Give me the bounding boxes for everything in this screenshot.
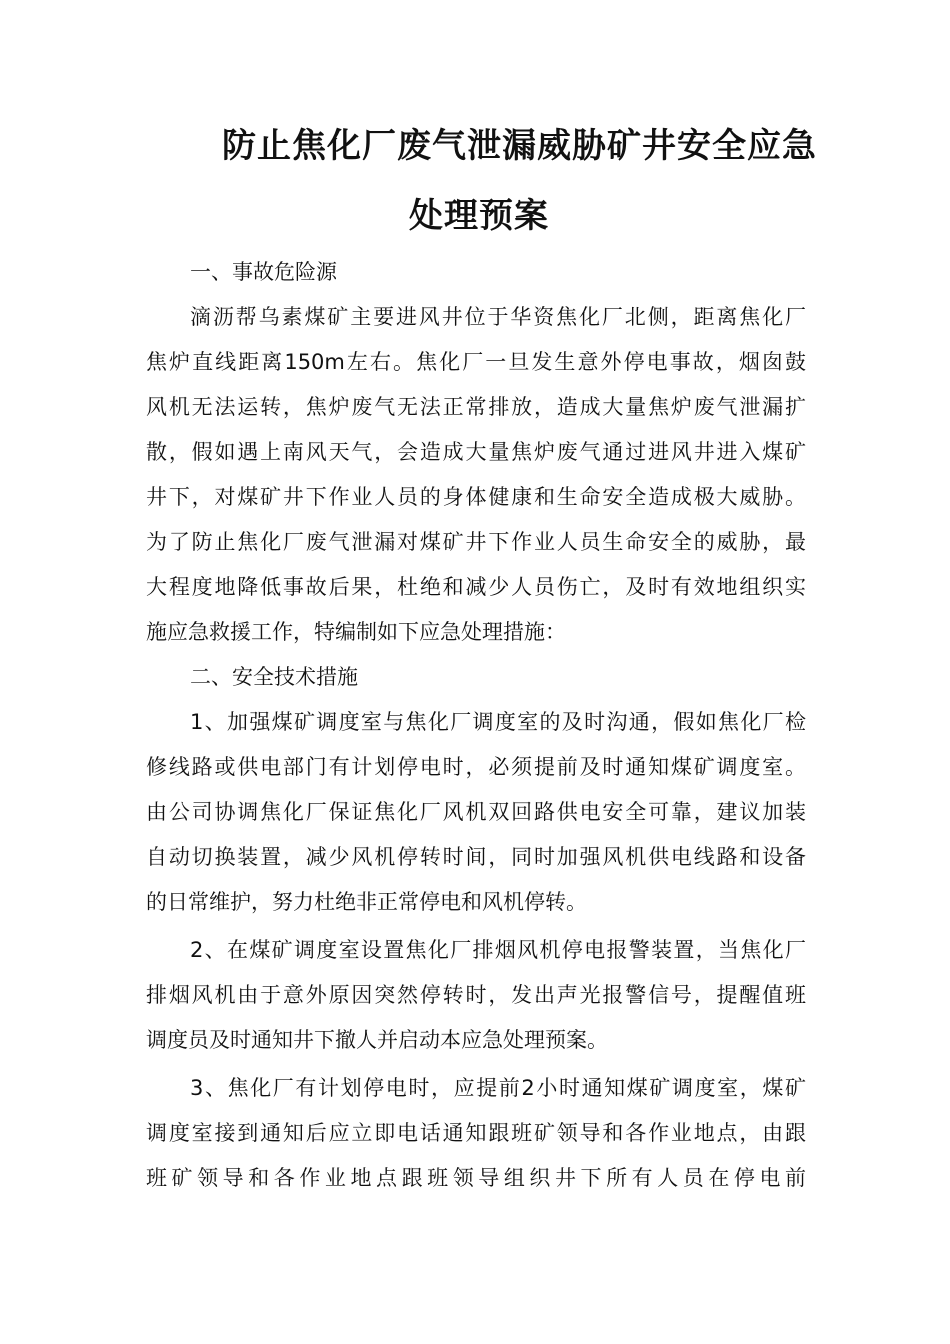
document-title-line-2: 处理预案	[409, 196, 549, 236]
paragraph-line: 的日常维护，努力杜绝非正常停电和风机停转。	[146, 890, 587, 914]
paragraph-line: 2、在煤矿调度室设置焦化厂排烟风机停电报警装置，当焦化厂	[190, 938, 806, 962]
paragraph-line: 井下，对煤矿井下作业人员的身体健康和生命安全造成极大威胁。	[146, 485, 806, 509]
document-title-line-1: 防止焦化厂废气泄漏威胁矿井安全应急	[222, 126, 817, 166]
paragraph-line: 为了防止焦化厂废气泄漏对煤矿井下作业人员生命安全的威胁，最	[146, 530, 806, 554]
paragraph-line: 风机无法运转，焦炉废气无法正常排放，造成大量焦炉废气泄漏扩	[146, 395, 806, 419]
paragraph-line: 调度员及时通知井下撤人并启动本应急处理预案。	[146, 1028, 608, 1052]
section-heading-measures: 二、安全技术措施	[190, 665, 358, 689]
paragraph-line: 由公司协调焦化厂保证焦化厂风机双回路供电安全可靠，建议加装	[146, 800, 806, 824]
paragraph-line: 焦炉直线距离150m左右。焦化厂一旦发生意外停电事故，烟囱鼓	[146, 350, 806, 374]
paragraph-line: 1、加强煤矿调度室与焦化厂调度室的及时沟通，假如焦化厂检	[190, 710, 806, 734]
paragraph-line: 班矿领导和各作业地点跟班领导组织井下所有人员在停电前	[146, 1166, 806, 1190]
paragraph-line: 排烟风机由于意外原因突然停转时，发出声光报警信号，提醒值班	[146, 983, 806, 1007]
paragraph-line: 大程度地降低事故后果，杜绝和减少人员伤亡，及时有效地组织实	[146, 575, 806, 599]
paragraph-line: 修线路或供电部门有计划停电时，必须提前及时通知煤矿调度室。	[146, 755, 806, 779]
paragraph-line: 调度室接到通知后应立即电话通知跟班矿领导和各作业地点，由跟	[146, 1121, 806, 1145]
paragraph-line: 散，假如遇上南风天气，会造成大量焦炉废气通过进风井进入煤矿	[146, 440, 806, 464]
paragraph-line: 自动切换装置，减少风机停转时间，同时加强风机供电线路和设备	[146, 845, 806, 869]
section-heading-hazard: 一、事故危险源	[190, 260, 337, 284]
paragraph-line: 施应急救援工作，特编制如下应急处理措施：	[146, 620, 566, 644]
paragraph-line: 3、焦化厂有计划停电时，应提前2小时通知煤矿调度室，煤矿	[190, 1076, 806, 1100]
paragraph-line: 滴沥帮乌素煤矿主要进风井位于华资焦化厂北侧，距离焦化厂	[190, 305, 806, 329]
